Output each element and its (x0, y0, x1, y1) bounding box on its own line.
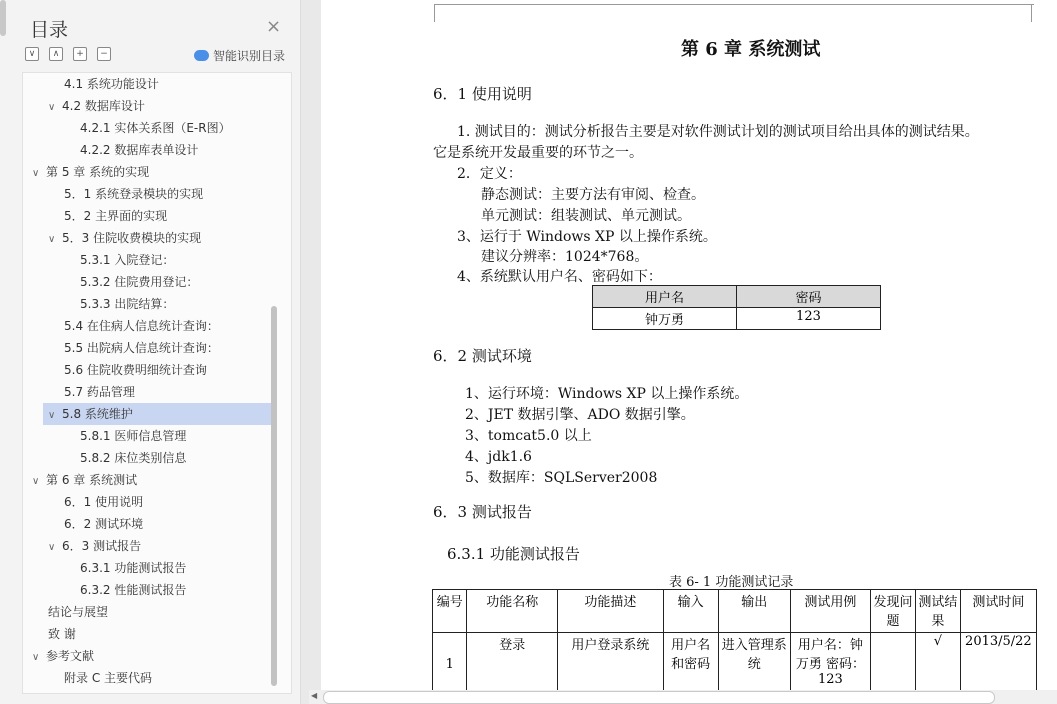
toc-item[interactable] (48, 601, 108, 623)
chevron-down-icon[interactable]: ∨ (32, 168, 40, 179)
table-header: 输入 (663, 590, 718, 633)
table-cell (871, 633, 916, 691)
table-cell: 用户登录系统 (558, 633, 663, 691)
toc-item[interactable] (64, 359, 207, 381)
toc-item[interactable] (48, 535, 141, 557)
list-item: 1、运行环境：Windows XP 以上操作系统。 (465, 386, 749, 402)
toc-item[interactable] (64, 337, 219, 359)
toc-label: 5.7 药品管理 (64, 385, 135, 399)
toc-label: 5.3.2 住院费用登记： (80, 275, 199, 289)
chevron-down-icon[interactable]: ∨ (48, 234, 56, 245)
smart-toc-label: 智能识别目录 (213, 49, 286, 63)
sidebar-title: 目录 (30, 19, 69, 41)
page-corner-mark (434, 4, 435, 22)
table-header: 发现问题 (871, 590, 916, 633)
toc-label: 4.2 数据库设计 (62, 99, 145, 113)
toc-item[interactable] (80, 579, 186, 601)
toc-label: 致 谢 (48, 627, 76, 641)
list-item: 5、数据库：SQLServer2008 (465, 470, 658, 486)
scroll-left-icon[interactable]: ◀ (311, 691, 318, 700)
toc-label: 5.4 在住病人信息统计查询： (64, 319, 219, 333)
toc-label: 4.1 系统功能设计 (64, 77, 159, 91)
close-icon[interactable]: × (266, 16, 282, 37)
toc-item[interactable] (80, 271, 198, 293)
smart-toc-button[interactable] (194, 47, 285, 64)
toc-label: 6．3 测试报告 (62, 539, 142, 553)
table-cell: 123 (736, 308, 880, 330)
toc-item[interactable] (80, 557, 186, 579)
toc-item[interactable] (64, 667, 152, 689)
function-test-table (432, 589, 1037, 690)
chevron-down-icon[interactable]: ∨ (32, 652, 40, 663)
toc-label: 6．1 使用说明 (64, 495, 144, 509)
section-heading: 6．3 测试报告 (433, 503, 532, 521)
add-heading-icon[interactable]: + (73, 47, 87, 61)
toc-item[interactable] (64, 205, 167, 227)
section-heading: 6．1 使用说明 (433, 85, 532, 103)
table-cell: 进入管理系统 (718, 633, 790, 691)
toc-item[interactable] (64, 381, 135, 403)
toc-item[interactable] (32, 645, 94, 667)
collapse-all-icon[interactable]: ∨ (25, 47, 39, 61)
toc-item[interactable] (64, 491, 143, 513)
table-header: 测试用例 (790, 590, 870, 633)
table-header: 输出 (718, 590, 790, 633)
toc-label: 5.5 出院病人信息统计查询： (64, 341, 219, 355)
paragraph: 3、运行于 Windows XP 以上操作系统。 (457, 229, 717, 245)
toc-item[interactable] (48, 227, 201, 249)
table-header: 编号 (433, 590, 467, 633)
table-header: 测试时间 (960, 590, 1036, 633)
table-cell: √ (915, 633, 960, 691)
document-page (321, 0, 1057, 690)
chevron-down-icon[interactable]: ∨ (32, 476, 40, 487)
account-table (592, 285, 881, 330)
table-caption: 表 6- 1 功能测试记录 (669, 575, 794, 590)
toc-item[interactable] (48, 623, 76, 645)
table-header: 功能描述 (558, 590, 663, 633)
table-header: 功能名称 (467, 590, 558, 633)
page-corner-mark (1031, 4, 1032, 22)
toc-item[interactable] (80, 117, 231, 139)
list-item: 3、tomcat5.0 以上 (465, 428, 592, 444)
paragraph: 它是系统开发最重要的环节之一。 (433, 145, 643, 161)
paragraph: 建议分辨率：1024*768。 (481, 249, 649, 265)
toc-item-selected[interactable] (43, 403, 275, 425)
toc-label: 4.2.1 实体关系图（E-R图） (80, 121, 231, 135)
toc-item[interactable] (64, 183, 203, 205)
toc-sidebar (0, 0, 301, 704)
table-header: 用户名 (593, 286, 737, 308)
toc-label: 6.3.2 性能测试报告 (80, 583, 187, 597)
paragraph: 1. 测试目的：测试分析报告主要是对软件测试计划的测试项目给出具体的测试结果。 (457, 124, 979, 140)
table-cell: 2013/5/22 (960, 633, 1036, 691)
chapter-title: 第 6 章 系统测试 (681, 39, 821, 60)
list-item: 4、jdk1.6 (465, 449, 532, 465)
list-item: 2、JET 数据引擎、ADO 数据引擎。 (465, 407, 695, 423)
table-cell: 1 (433, 633, 467, 691)
toc-label: 参考文献 (46, 649, 95, 663)
toc-label: 6.3.1 功能测试报告 (80, 561, 187, 575)
toc-item[interactable] (64, 315, 219, 337)
subsection-heading: 6.3.1 功能测试报告 (447, 545, 580, 563)
table-cell: 用户名和密码 (663, 633, 718, 691)
expand-all-icon[interactable]: ∧ (49, 47, 63, 61)
table-header: 测试结果 (915, 590, 960, 633)
toc-list (22, 72, 292, 694)
ai-icon (194, 50, 209, 61)
toc-label: 5.3.3 出院结算： (80, 297, 175, 311)
toc-item[interactable] (80, 139, 198, 161)
toc-item[interactable] (64, 513, 143, 535)
toc-label: 附录 C 主要代码 (64, 671, 153, 685)
toc-scrollbar[interactable] (271, 306, 277, 686)
toc-label: 5．2 主界面的实现 (64, 209, 168, 223)
toc-item[interactable] (32, 161, 149, 183)
toc-label: 5．1 系统登录模块的实现 (64, 187, 204, 201)
chevron-down-icon[interactable]: ∨ (48, 102, 56, 113)
toc-item[interactable] (64, 73, 159, 95)
toc-label: 5.8.1 医师信息管理 (80, 429, 187, 443)
toc-toolbar (25, 47, 111, 61)
paragraph: 单元测试：组装测试、单元测试。 (481, 208, 691, 224)
table-cell: 登录 (467, 633, 558, 691)
section-heading: 6．2 测试环境 (433, 347, 532, 365)
toc-item[interactable] (80, 425, 186, 447)
toc-label: 第 6 章 系统测试 (46, 473, 138, 487)
sidebar-top-scrollbar[interactable] (0, 0, 6, 36)
toc-item[interactable] (48, 95, 145, 117)
page-top-border (434, 4, 1034, 5)
toc-label: 5．3 住院收费模块的实现 (62, 231, 202, 245)
toc-label: 6．2 测试环境 (64, 517, 144, 531)
toc-item[interactable] (80, 293, 174, 315)
remove-heading-icon[interactable]: − (97, 47, 111, 61)
table-cell: 用户名：钟万勇 密码：123 (790, 633, 870, 691)
paragraph: 静态测试：主要方法有审阅、检查。 (481, 187, 705, 203)
toc-item[interactable] (80, 249, 174, 271)
chevron-down-icon[interactable]: ∨ (48, 542, 56, 553)
chevron-down-icon[interactable]: ∨ (48, 410, 56, 421)
toc-label: 第 5 章 系统的实现 (46, 165, 150, 179)
toc-label: 5.8.2 床位类别信息 (80, 451, 187, 465)
toc-label: 4.2.2 数据库表单设计 (80, 143, 199, 157)
toc-label: 5.8 系统维护 (62, 407, 133, 421)
toc-label: 结论与展望 (48, 605, 109, 619)
horizontal-scrollbar[interactable] (309, 690, 1057, 704)
toc-label: 5.6 住院收费明细统计查询 (64, 363, 207, 377)
table-cell: 钟万勇 (593, 308, 737, 330)
paragraph: 4、系统默认用户名、密码如下： (457, 269, 662, 285)
toc-label: 5.3.1 入院登记： (80, 253, 175, 267)
scrollbar-thumb[interactable] (323, 691, 995, 704)
toc-item[interactable] (32, 469, 137, 491)
toc-item[interactable] (80, 447, 186, 469)
table-header: 密码 (736, 286, 880, 308)
paragraph: 2．定义： (457, 166, 522, 182)
